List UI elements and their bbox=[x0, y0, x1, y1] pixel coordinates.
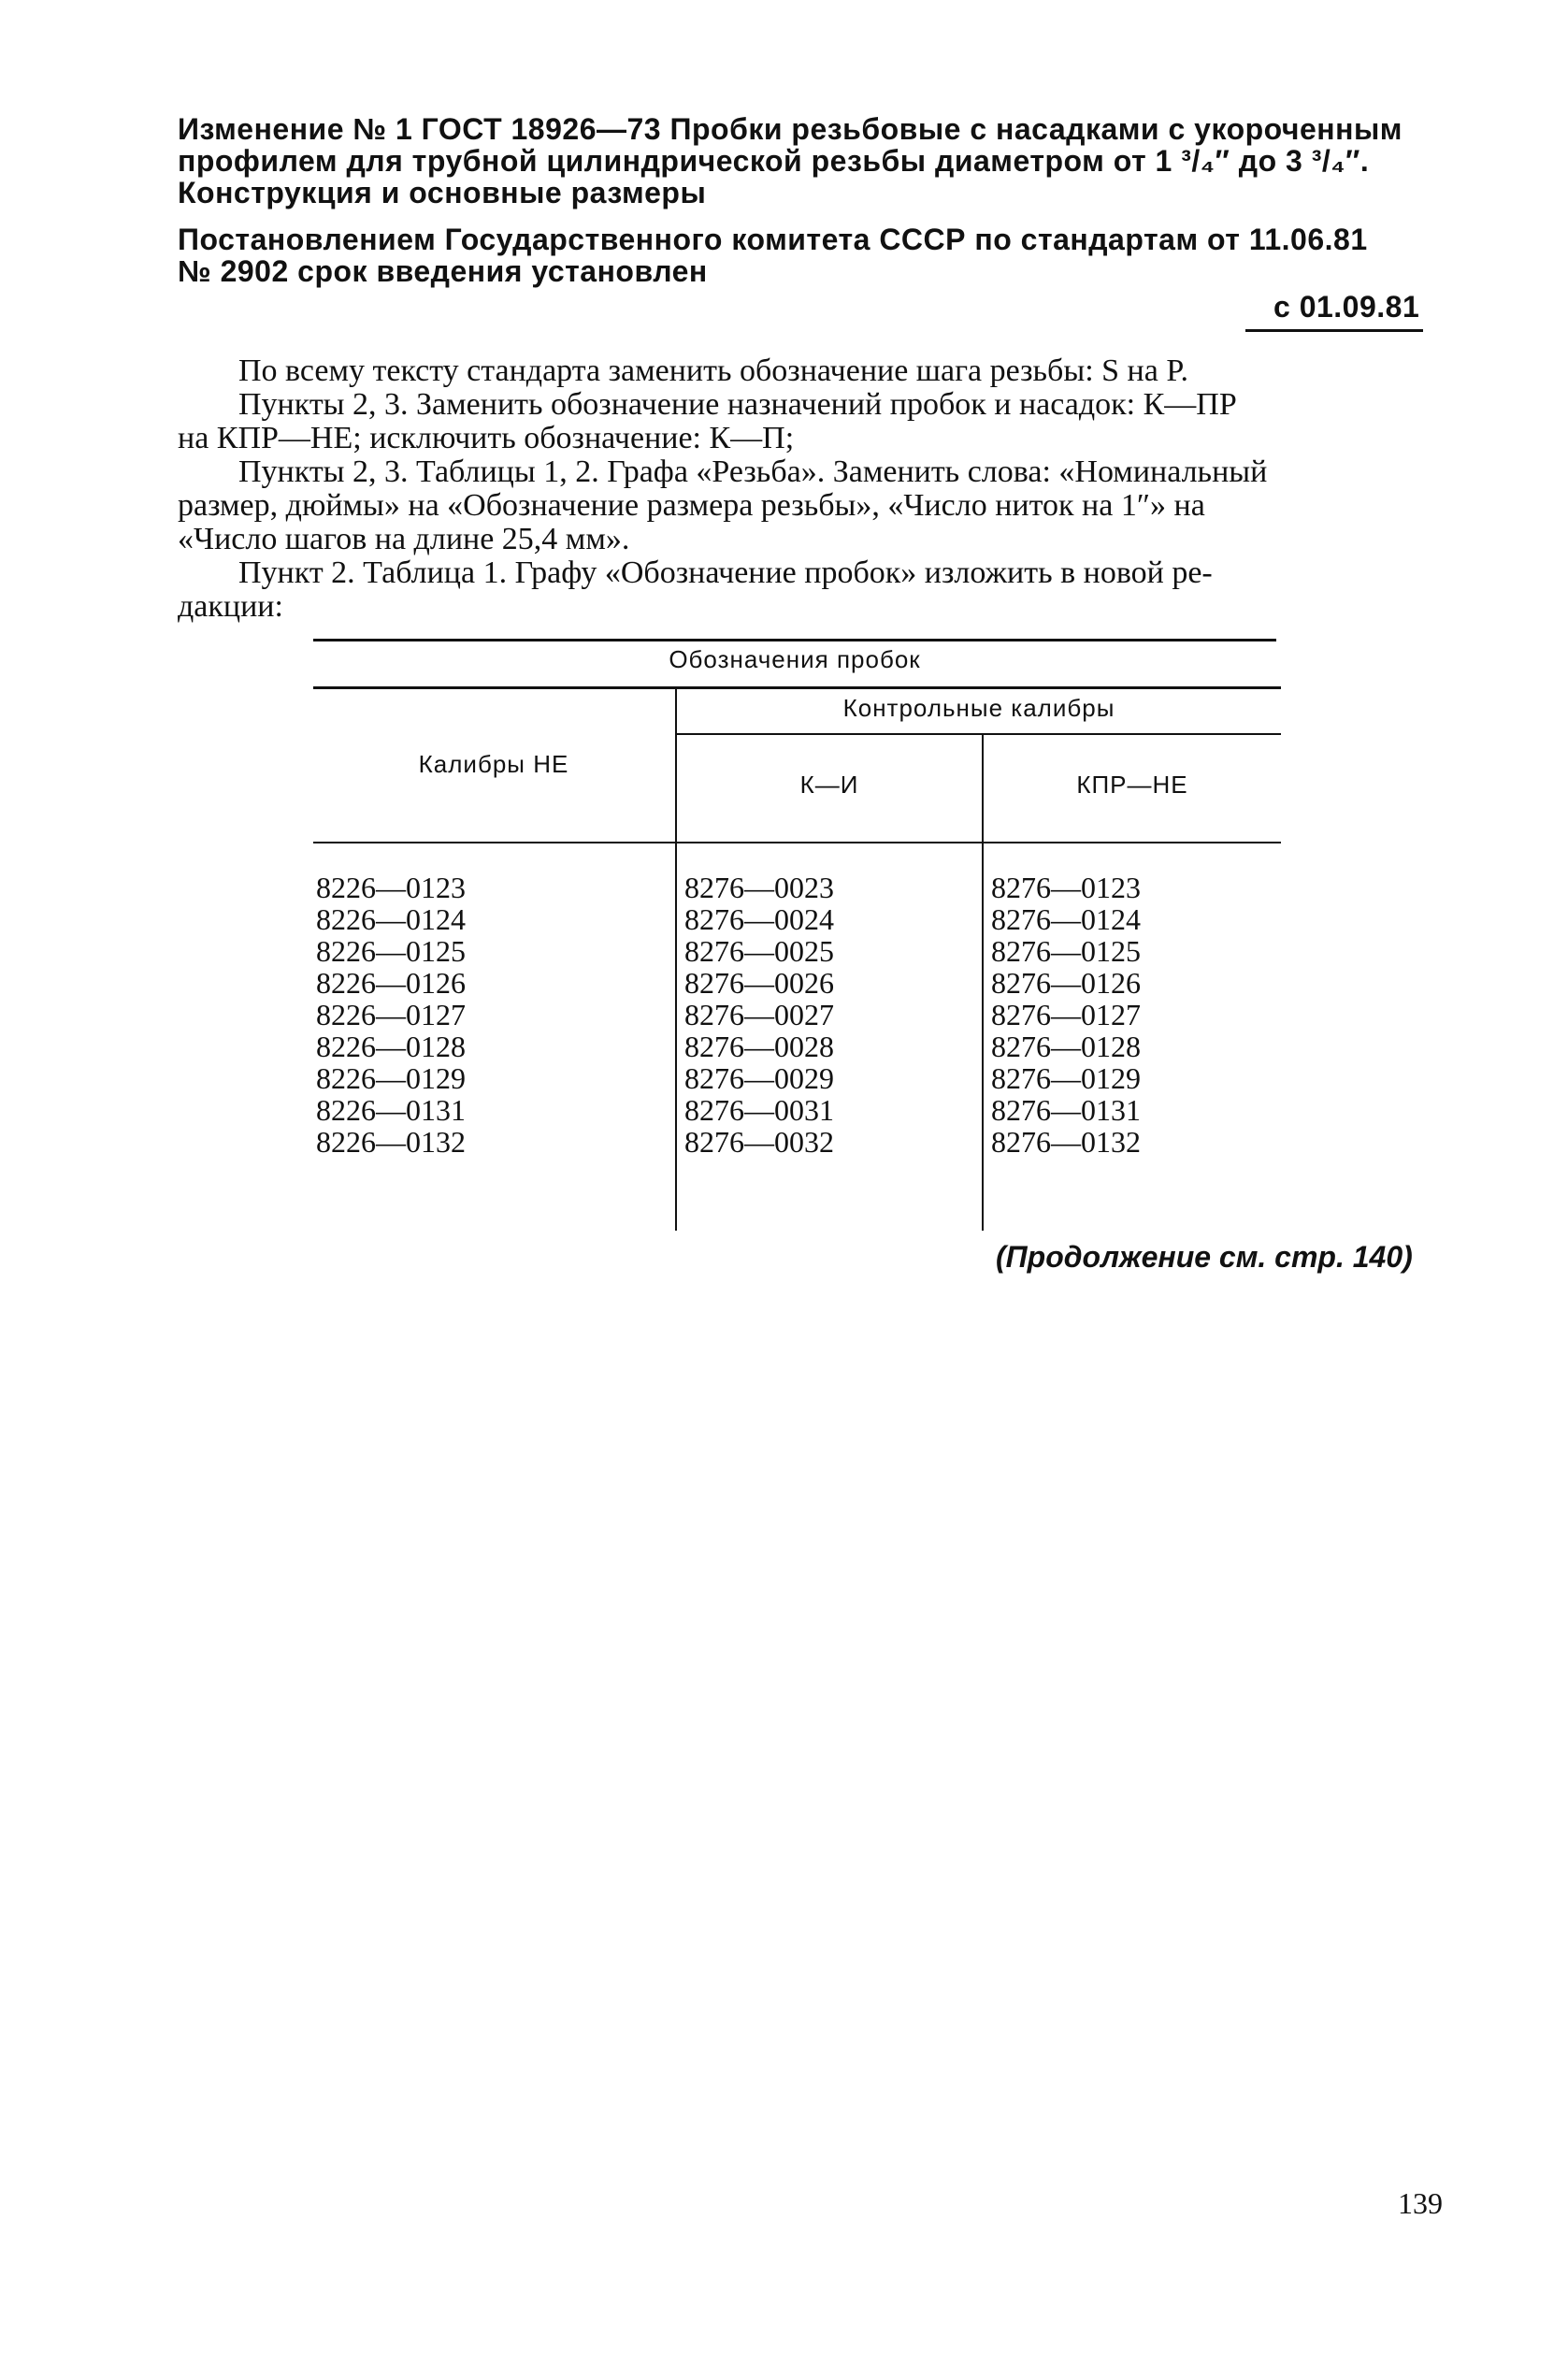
table-cell: 8276—0128 bbox=[991, 1030, 1141, 1063]
table-cell: 8276—0132 bbox=[991, 1125, 1141, 1159]
table-cell: 8276—0123 bbox=[991, 871, 1141, 904]
table-cell: 8226—0123 bbox=[316, 871, 466, 904]
effective-date: с 01.09.81 bbox=[1273, 290, 1420, 324]
paragraph-2-line-2: на КПР—НЕ; исключить обозначение: К—П; bbox=[178, 421, 795, 455]
paragraph-3-line-1: Пункты 2, 3. Таблицы 1, 2. Графа «Резьба». Заменить слова: «Номинальный bbox=[238, 454, 1268, 489]
table-cell: 8226—0124 bbox=[316, 902, 466, 936]
table-cell: 8276—0031 bbox=[684, 1093, 834, 1127]
table-cell: 8276—0127 bbox=[991, 998, 1141, 1031]
paragraph-3-line-2: размер, дюймы» на «Обозначение размера резьбы», «Число ниток на 1″» на bbox=[178, 488, 1205, 523]
table-cell: 8276—0024 bbox=[684, 902, 834, 936]
paragraph-3-line-3: «Число шагов на длине 25,4 мм». bbox=[178, 522, 630, 556]
table-cell: 8226—0127 bbox=[316, 998, 466, 1031]
table-cell: 8276—0032 bbox=[684, 1125, 834, 1159]
decree-line-2: № 2902 срок введения установлен bbox=[178, 254, 708, 288]
table-cell: 8226—0126 bbox=[316, 966, 466, 1000]
table-cell: 8226—0131 bbox=[316, 1093, 466, 1127]
paragraph-2-line-1: Пункты 2, 3. Заменить обозначение назначений пробок и насадок: К—ПР bbox=[238, 387, 1237, 422]
table-cell: 8276—0026 bbox=[684, 966, 834, 1000]
paragraph-4-line-2: дакции: bbox=[178, 589, 283, 624]
header-title-line-2: профилем для трубной цилиндрической резьбы диаметром от 1 ³/₄″ до 3 ³/₄″. bbox=[178, 144, 1370, 178]
table-cell: 8226—0132 bbox=[316, 1125, 466, 1159]
table-cell: 8276—0029 bbox=[684, 1061, 834, 1095]
table-cell: 8226—0129 bbox=[316, 1061, 466, 1095]
table-cell: 8276—0027 bbox=[684, 998, 834, 1031]
column-header-ki: К—И bbox=[799, 771, 859, 799]
table-divider-2 bbox=[982, 735, 984, 1231]
decree-line-1: Постановлением Государственного комитета СССР по стандартам от 11.06.81 bbox=[178, 223, 1368, 256]
table-title-rule bbox=[313, 686, 1281, 689]
table-cell: 8276—0028 bbox=[684, 1030, 834, 1063]
table-cell: 8276—0129 bbox=[991, 1061, 1141, 1095]
table-cell: 8276—0125 bbox=[991, 934, 1141, 968]
table-cell: 8226—0128 bbox=[316, 1030, 466, 1063]
header-title-line-3: Конструкция и основные размеры bbox=[178, 176, 707, 209]
column-header-ne: Калибры НЕ bbox=[418, 750, 569, 778]
paragraph-4-line-1: Пункт 2. Таблица 1. Графу «Обозначение пробок» изложить в новой ре- bbox=[238, 555, 1213, 590]
table-title: Обозначения пробок bbox=[669, 645, 921, 673]
header-title-line-1: Изменение № 1 ГОСТ 18926—73 Пробки резьбовые с насадками с укороченным bbox=[178, 112, 1403, 146]
page-number: 139 bbox=[1398, 2186, 1443, 2220]
effective-date-rule bbox=[1245, 329, 1423, 332]
table-top-rule bbox=[313, 639, 1276, 641]
table-cell: 8276—0131 bbox=[991, 1093, 1141, 1127]
continuation-note: (Продолжение см. стр. 140) bbox=[996, 1240, 1413, 1274]
table-group-rule bbox=[677, 733, 1281, 735]
table-cell: 8226—0125 bbox=[316, 934, 466, 968]
table-divider-1 bbox=[675, 688, 677, 1231]
table-cell: 8276—0025 bbox=[684, 934, 834, 968]
paragraph-1: По всему тексту стандарта заменить обозначение шага резьбы: S на P. bbox=[238, 353, 1188, 388]
column-header-kpr: КПР—НЕ bbox=[1076, 771, 1188, 799]
table-cell: 8276—0124 bbox=[991, 902, 1141, 936]
column-group-control: Контрольные калибры bbox=[842, 694, 1115, 722]
table-header-rule bbox=[313, 842, 1281, 843]
table-cell: 8276—0126 bbox=[991, 966, 1141, 1000]
table-cell: 8276—0023 bbox=[684, 871, 834, 904]
